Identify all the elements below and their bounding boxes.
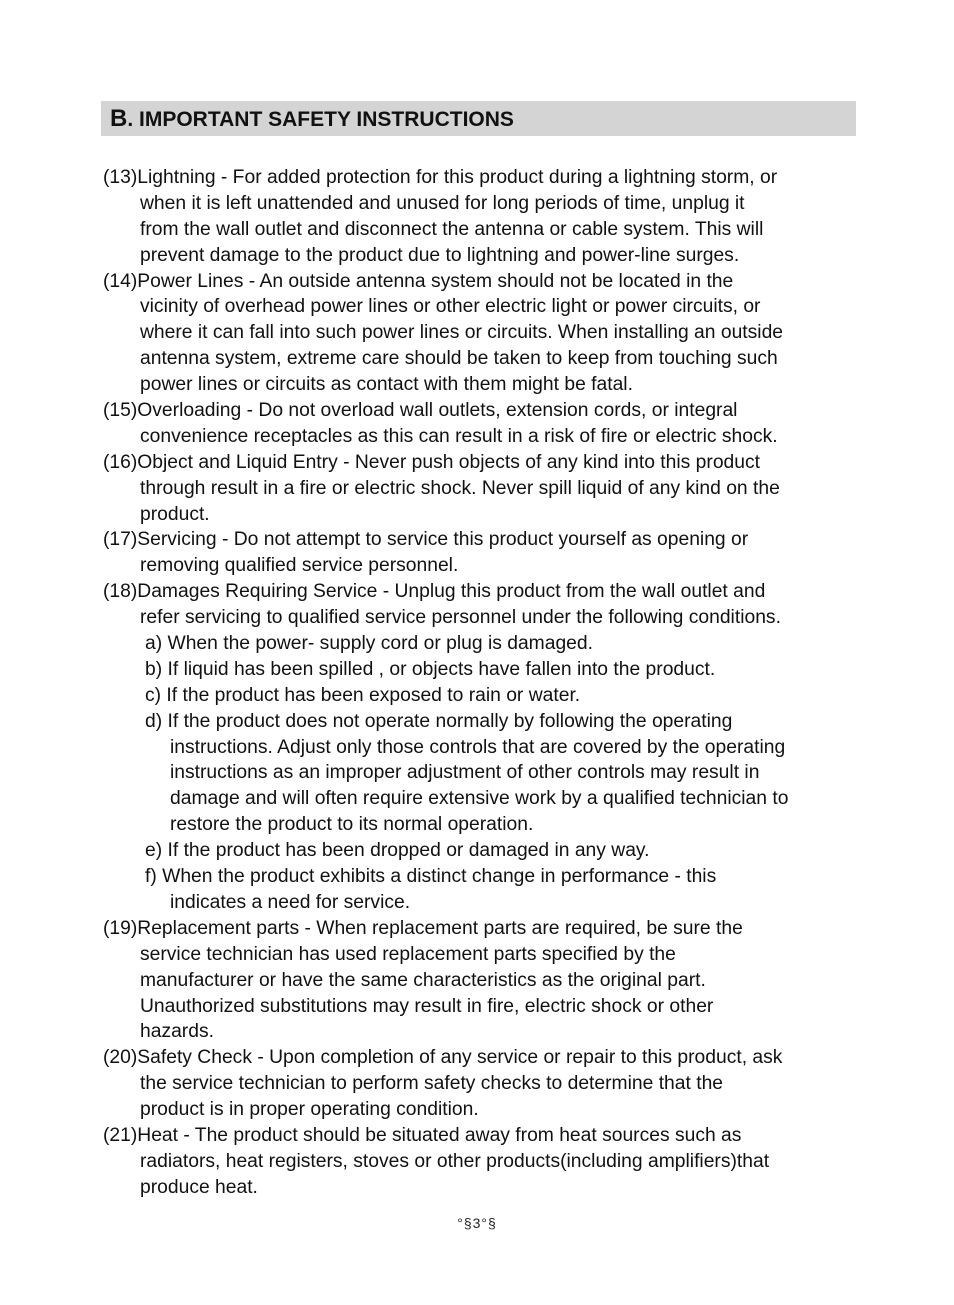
instruction-continuation-line: service technician has used replacement parts specified by the [140,943,676,965]
instruction-item-line: (21)Heat - The product should be situated away from heat sources such as [103,1124,742,1146]
sub-condition-line: f) When the product exhibits a distinct change in performance - this [145,866,717,888]
instruction-item-line: (18)Damages Requiring Service - Unplug this product from the wall outlet and [103,581,766,603]
instruction-continuation-line: power lines or circuits as contact with them might be fatal. [140,374,633,396]
instruction-continuation-line: manufacturer or have the same characteristics as the original part. [140,969,706,991]
instruction-item-line: (15)Overloading - Do not overload wall outlets, extension cords, or integral [103,400,738,422]
instruction-continuation-line: convenience receptacles as this can result in a risk of fire or electric shock. [140,425,778,447]
section-header [101,101,856,136]
instruction-item-line: (13)Lightning - For added protection for this product during a lightning storm, or [103,167,778,188]
sub-condition-line: e) If the product has been dropped or damaged in any way. [145,840,650,862]
instruction-item-line: (20)Safety Check - Upon completion of any service or repair to this product, ask [103,1047,783,1069]
instruction-continuation-line: the service technician to perform safety checks to determine that the [140,1073,724,1095]
sub-condition-line: indicates a need for service. [170,891,411,913]
instruction-continuation-line: produce heat. [140,1176,258,1198]
instruction-item-line: (16)Object and Liquid Entry - Never push objects of any kind into this product [103,451,760,473]
sub-condition-line: c) If the product has been exposed to rain or water. [145,684,581,706]
instruction-continuation-line: antenna system, extreme care should be taken to keep from touching such [140,348,778,370]
section-title [110,105,514,133]
section-letter: B [110,105,128,132]
instruction-continuation-line: when it is left unattended and unused for long periods of time, unplug it [140,192,745,214]
instruction-continuation-line: Unauthorized substitutions may result in fire, electric shock or other [140,995,714,1017]
instruction-continuation-line: through result in a fire or electric shock. Never spill liquid of any kind on the [140,477,780,499]
instruction-continuation-line: where it can fall into such power lines or circuits. When installing an outside [140,322,784,344]
section-title-text: . IMPORTANT SAFETY INSTRUCTIONS [127,108,514,131]
instruction-item-line: (14)Power Lines - An outside antenna system should not be located in the [103,270,734,292]
instruction-continuation-line: hazards. [140,1021,214,1043]
instruction-continuation-line: radiators, heat registers, stoves or other products(including amplifiers)that [140,1150,770,1172]
instruction-item-line: (17)Servicing - Do not attempt to service this product yourself as opening or [103,529,749,551]
instruction-item-line: (19)Replacement parts - When replacement parts are required, be sure the [103,917,743,939]
instruction-continuation-line: from the wall outlet and disconnect the antenna or cable system. This will [140,218,764,240]
sub-condition-line: b) If liquid has been spilled , or objects have fallen into the product. [145,658,716,680]
instruction-continuation-line: product. [140,503,210,525]
sub-condition-line: restore the product to its normal operation. [170,814,534,836]
sub-condition-line: damage and will often require extensive work by a qualified technician to [170,788,789,810]
sub-condition-line: a) When the power- supply cord or plug is damaged. [145,633,593,655]
sub-condition-line: instructions as an improper adjustment of other controls may result in [170,762,760,784]
sub-condition-line: d) If the product does not operate normally by following the operating [145,710,733,732]
instruction-continuation-line: vicinity of overhead power lines or other electric light or power circuits, or [140,296,761,318]
sub-condition-line: instructions. Adjust only those controls that are covered by the operating [170,736,786,758]
page-number: °§3°§ [457,1215,497,1231]
instructions-body [103,165,873,1201]
instruction-continuation-line: refer servicing to qualified service personnel under the following conditions. [140,607,781,629]
instruction-continuation-line: product is in proper operating condition. [140,1099,479,1121]
instruction-continuation-line: removing qualified service personnel. [140,555,459,577]
instruction-continuation-line: prevent damage to the product due to lightning and power-line surges. [140,244,740,266]
